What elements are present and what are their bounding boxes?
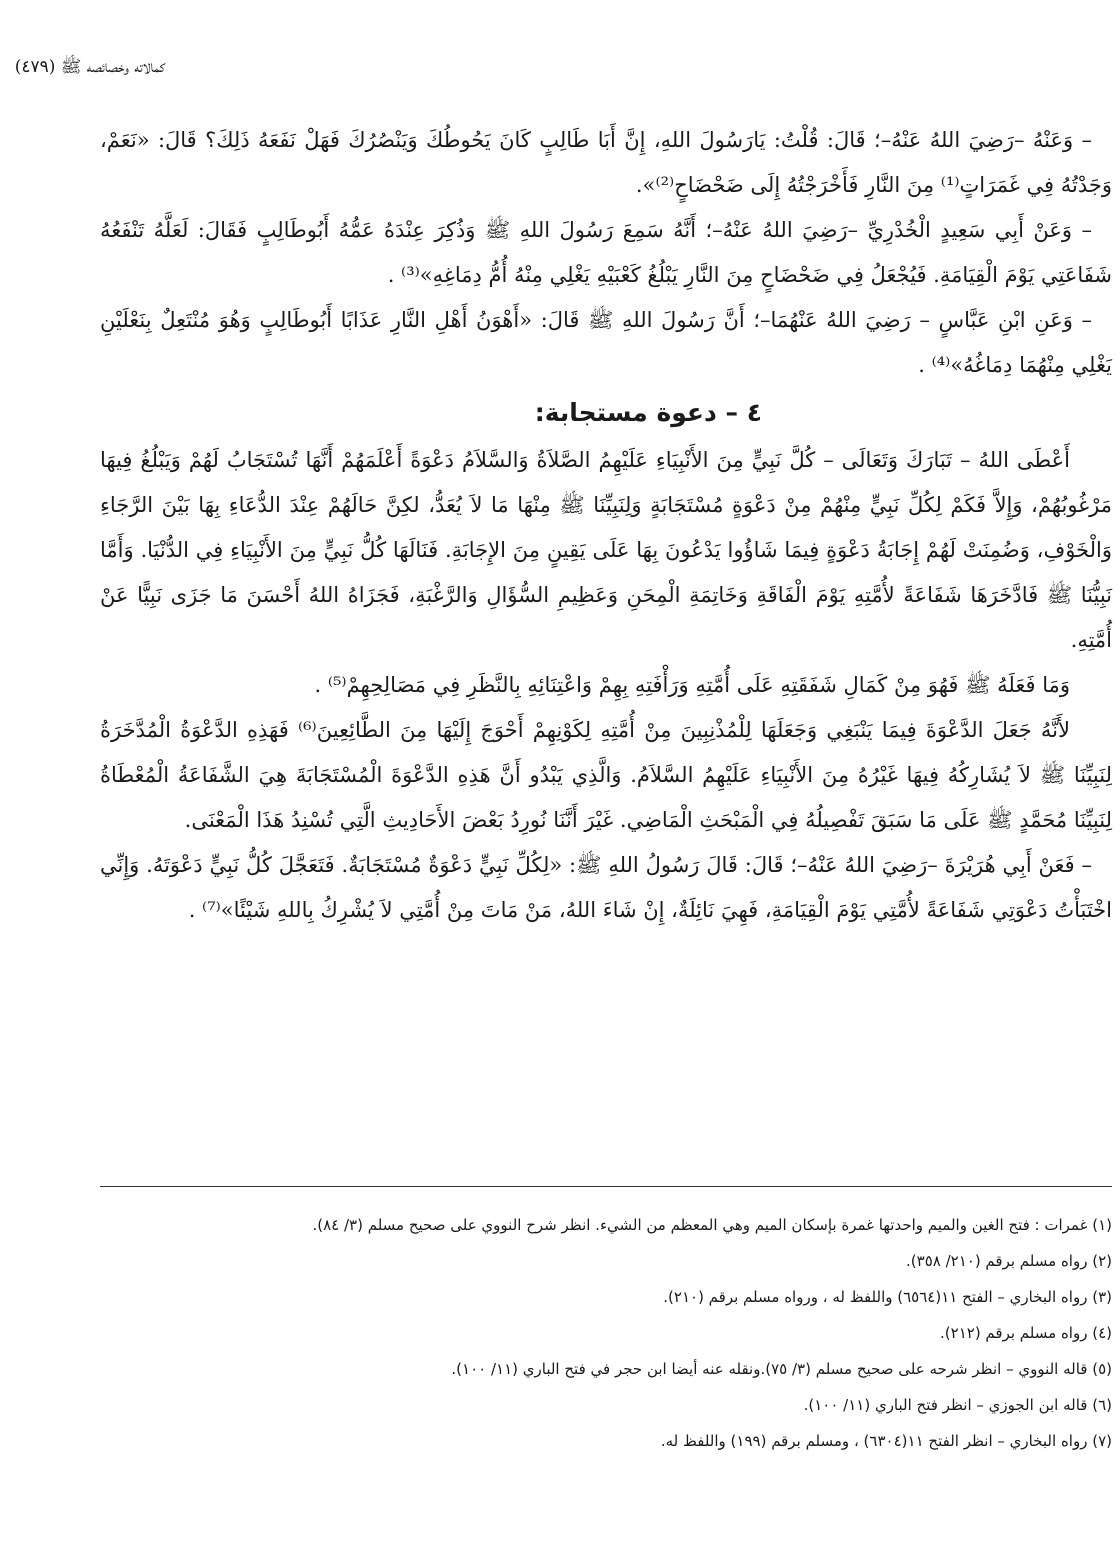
section-paragraph-4: – فَعَنْ أَبِي هُرَيْرَةَ –رَضِيَ اللهُ عَنْهُ–؛ قَالَ: قَالَ رَسُولُ اللهِ ﷺ: «لِكُلِّ نَبِيٍّ دَعْوَةٌ مُسْتَجَابَةٌ. فَتَعَجَّلَ كُلُّ نَبِيٍّ دَعْوَتَهُ. وَإِنِّي اخْتَبَأْتُ دَعْوَتِي شَفَاعَةً لأُمَّتِي يَوْمَ الْقِيَامَةِ، فَهِيَ نَائِلَةٌ، إِنْ شَاءَ اللهُ، مَنْ مَاتَ مِنْ أُمَّتِي لاَ يُشْرِكُ بِاللهِ شَيْئًا»⁽⁷⁾ . [100,853,1112,922]
footnote-2: (٢) رواه مسلم برقم (٢١٠/ ٣٥٨). [906,1252,1112,1270]
running-header: كمالاته وخصائصه ﷺ (٤٧٩) [14,57,165,77]
hadith-paragraph-2: – وَعَنْ أَبِي سَعِيدٍ الْخُدْرِيِّ –رَضِيَ اللهُ عَنْهُ–؛ أَنَّهُ سَمِعَ رَسُولَ اللهِ ﷺ وَذُكِرَ عِنْدَهُ عَمُّهُ أَبُوطَالِبٍ فَقَالَ: لَعَلَّهُ تَنْفَعُهُ شَفَاعَتِي يَوْمَ الْقِيَامَةِ. فَيُجْعَلُ فِي ضَحْضَاحٍ مِنَ النَّارِ يَبْلُغُ كَعْبَيْهِ يَغْلِي مِنْهُ أُمُّ دِمَاغِهِ»⁽³⁾ . [100,218,1112,287]
section-heading: ٤ – دعوة مستجابة: [534,398,762,427]
footnote-divider [100,1186,1112,1187]
footnote-7: (٧) رواه البخاري – انظر الفتح ١١(٦٣٠٤) ، ومسلم برقم (١٩٩) واللفظ له. [660,1432,1112,1450]
footnotes [100,1207,1112,1459]
section-paragraph-1: أَعْطَى اللهُ – تَبَارَكَ وَتَعَالَى – كُلَّ نَبِيٍّ مِنَ الأَنْبِيَاءِ عَلَيْهِمُ الصَّلاَةُ وَالسَّلاَمُ دَعْوَةً أَعْلَمَهُمْ أَنَّهَا تُسْتَجَابُ لَهُمْ وَيَبْلُغُ فِيهَا مَرْغُوبُهُمْ، وَإِلاَّ فَكَمْ لِكُلِّ نَبِيٍّ مِنْهُمْ مِنْ دَعْوَةٍ مُسْتَجَابَةٍ وَلِنَبِيِّنَا ﷺ مِنْهَا مَا لاَ يُعَدُّ، لكِنَّ حَالَهُمْ عِنْدَ الدُّعَاءِ بِهَا بَيْنَ الرَّجَاءِ وَالْخَوْفِ، وَضُمِنَتْ لَهُمْ إِجَابَةُ دَعْوَةٍ فِيمَا شَاؤُوا يَدْعُونَ بِهَا عَلَى يَقِينٍ مِنَ الإِجَابَةِ. فَنَالَهَا كُلُّ نَبِيٍّ مِنَ الأَنْبِيَاءِ فِي الدُّنْيَا. وَأَمَّا نَبِيُّنَا ﷺ فَادَّخَرَهَا شَفَاعَةً لأُمَّتِهِ يَوْمَ الْفَاقَةِ وَخَاتِمَةِ الْمِحَنِ وَعَظِيمِ السُّؤَالِ وَالرَّغْبَةِ، فَجَزَاهُ اللهُ أَحْسَنَ مَا جَزَى نَبِيًّا عَنْ أُمَّتِهِ. [100,448,1112,652]
hadith-paragraph-3: – وَعَنِ ابْنِ عَبَّاسٍ – رَضِيَ اللهُ عَنْهُمَا–؛ أَنَّ رَسُولَ اللهِ ﷺ قَالَ: «أَهْوَنُ أَهْلِ النَّارِ عَذَابًا أَبُوطَالِبٍ وَهُوَ مُنْتَعِلٌ بِنَعْلَيْنِ يَغْلِي مِنْهُمَا دِمَاغُهُ»⁽⁴⁾ . [100,308,1112,377]
footnote-3: (٣) رواه البخاري – الفتح ١١(٦٥٦٤) واللفظ له ، ورواه مسلم برقم (٢١٠). [663,1288,1112,1306]
main-text [100,118,1112,933]
section-paragraph-2: وَمَا فَعَلَهُ ﷺ فَهُوَ مِنْ كَمَالِ شَفَقَتِهِ عَلَى أُمَّتِهِ وَرَأْفَتِهِ بِهِمْ وَاعْتِنَائِهِ بِالنَّظَرِ فِي مَصَالِحِهِمْ⁽⁵⁾ . [314,673,1070,697]
footnote-4: (٤) رواه مسلم برقم (٢١٢). [940,1324,1112,1342]
hadith-paragraph-1: – وَعَنْهُ –رَضِيَ اللهُ عَنْهُ–؛ قَالَ: قُلْتُ: يَارَسُولَ اللهِ، إِنَّ أَبَا طَالِبٍ كَانَ يَحُوطُكَ وَيَنْصُرُكَ فَهَلْ نَفَعَهُ ذَلِكَ؟ قَالَ: «نَعَمْ، وَجَدْتُهُ فِي غَمَرَاتٍ⁽¹⁾ مِنَ النَّارِ فَأَخْرَجْتُهُ إِلَى ضَحْضَاحٍ⁽²⁾». [100,128,1112,197]
footnote-5: (٥) قاله النووي – انظر شرحه على صحيح مسلم (٣/ ٧٥).ونقله عنه أيضا ابن حجر في فتح الباري (١١/ ١٠٠). [451,1360,1112,1378]
footnote-6: (٦) قاله ابن الجوزي – انظر فتح الباري (١١/ ١٠٠). [803,1396,1112,1414]
footnote-1: (١) غمرات : فتح الغين والميم واحدتها غمرة بإسكان الميم وهي المعظم من الشيء. انظر شرح النووي على صحيح مسلم (٣/ ٨٤). [312,1216,1112,1234]
section-paragraph-3: لأَنَّهُ جَعَلَ الدَّعْوَةَ فِيمَا يَنْبَغِي وَجَعَلَهَا لِلْمُذْنِبِينَ مِنْ أُمَّتِهِ لِكَوْنِهِمْ أَحْوَجَ إِلَيْهَا مِنَ الطَّائِعِينَ⁽⁶⁾ فَهَذِهِ الدَّعْوَةُ الْمُدَّخَرَةُ لِنَبِيِّنَا ﷺ لاَ يُشَارِكُهُ فِيهَا غَيْرُهُ مِنَ الأَنْبِيَاءِ عَلَيْهِمُ السَّلاَمُ. وَالَّذِي يَبْدُو أَنَّ هَذِهِ الدَّعْوَةَ الْمُسْتَجَابَةَ هِيَ الشَّفَاعَةُ الْمُعْطَاةُ لِنَبِيِّنَا مُحَمَّدٍ ﷺ عَلَى مَا سَبَقَ تَفْصِيلُهُ فِي الْمَبْحَثِ الْمَاضِي. غَيْرَ أَنَّنَا نُورِدُ بَعْضَ الأَحَادِيثِ الَّتِي تُسْنِدُ هَذَا الْمَعْنَى. [100,718,1112,832]
